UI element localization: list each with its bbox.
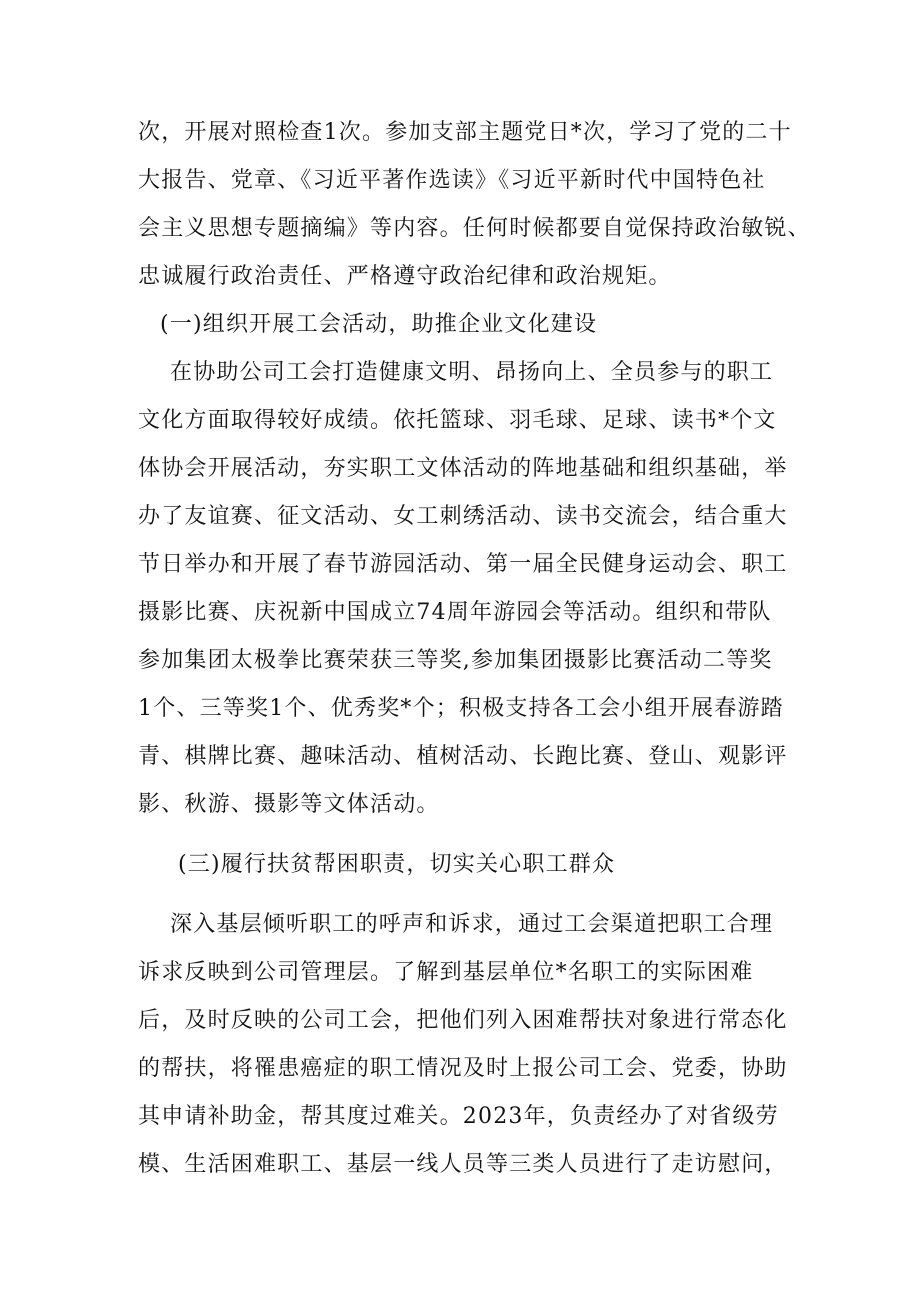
section-heading: (一)组织开展工会活动，助推企业文化建设 xyxy=(160,312,598,337)
body-text-line: 1个、三等奖1个、优秀奖*个；积极支持各工会小组开展春游踏 xyxy=(138,696,784,721)
body-text-line: 文化方面取得较好成绩。依托篮球、羽毛球、足球、读书*个文 xyxy=(138,408,777,433)
body-text-line: 诉求反映到公司管理层。了解到基层单位*名职工的实际困难 xyxy=(138,960,754,985)
body-text-line: 次，开展对照检查1次。参加支部主题党日*次，学习了党的二十 xyxy=(138,120,792,145)
section-heading: (三)履行扶贫帮困职责，切实关心职工群众 xyxy=(178,852,616,877)
body-text-line: 其申请补助金，帮其度过难关。2023年，负责经办了对省级劳 xyxy=(138,1104,779,1129)
body-text-line: 摄影比赛、庆祝新中国成立74周年游园会等活动。组织和带队 xyxy=(138,600,772,625)
body-text-line: 的帮扶，将罹患癌症的职工情况及时上报公司工会、党委，协助 xyxy=(138,1056,788,1081)
body-text-line: 影、秋游、摄影等文体活动。 xyxy=(138,792,440,817)
body-text-line: 在协助公司工会打造健康文明、昂扬向上、全员参与的职工 xyxy=(170,360,774,385)
body-text-line: 后，及时反映的公司工会，把他们列入困难帮扶对象进行常态化 xyxy=(138,1008,788,1033)
body-text-line: 大报告、党章、《习近平著作选读》《习近平新时代中国特色社 xyxy=(138,168,766,193)
body-text-line: 忠诚履行政治责任、严格遵守政治纪律和政治规矩。 xyxy=(138,264,672,289)
body-text-line: 青、棋牌比赛、趣味活动、植树活动、长跑比赛、登山、观影评 xyxy=(138,744,788,769)
body-text-line: 办了友谊赛、征文活动、女工刺绣活动、读书交流会，结合重大 xyxy=(138,504,788,529)
body-text-line: 体协会开展活动，夯实职工文体活动的阵地基础和组织基础，举 xyxy=(138,456,788,481)
body-text-line: 模、生活困难职工、基层一线人员等三类人员进行了走访慰问， xyxy=(138,1152,788,1177)
body-text-line: 节日举办和开展了春节游园活动、第一届全民健身运动会、职工 xyxy=(138,552,788,577)
body-text-line: 会主义思想专题摘编》等内容。任何时候都要自觉保持政治敏锐、 xyxy=(138,216,811,241)
body-text-line: 深入基层倾听职工的呼声和诉求，通过工会渠道把职工合理 xyxy=(170,912,774,937)
body-text-line: 参加集团太极拳比赛荣获三等奖,参加集团摄影比赛活动二等奖 xyxy=(138,648,773,673)
